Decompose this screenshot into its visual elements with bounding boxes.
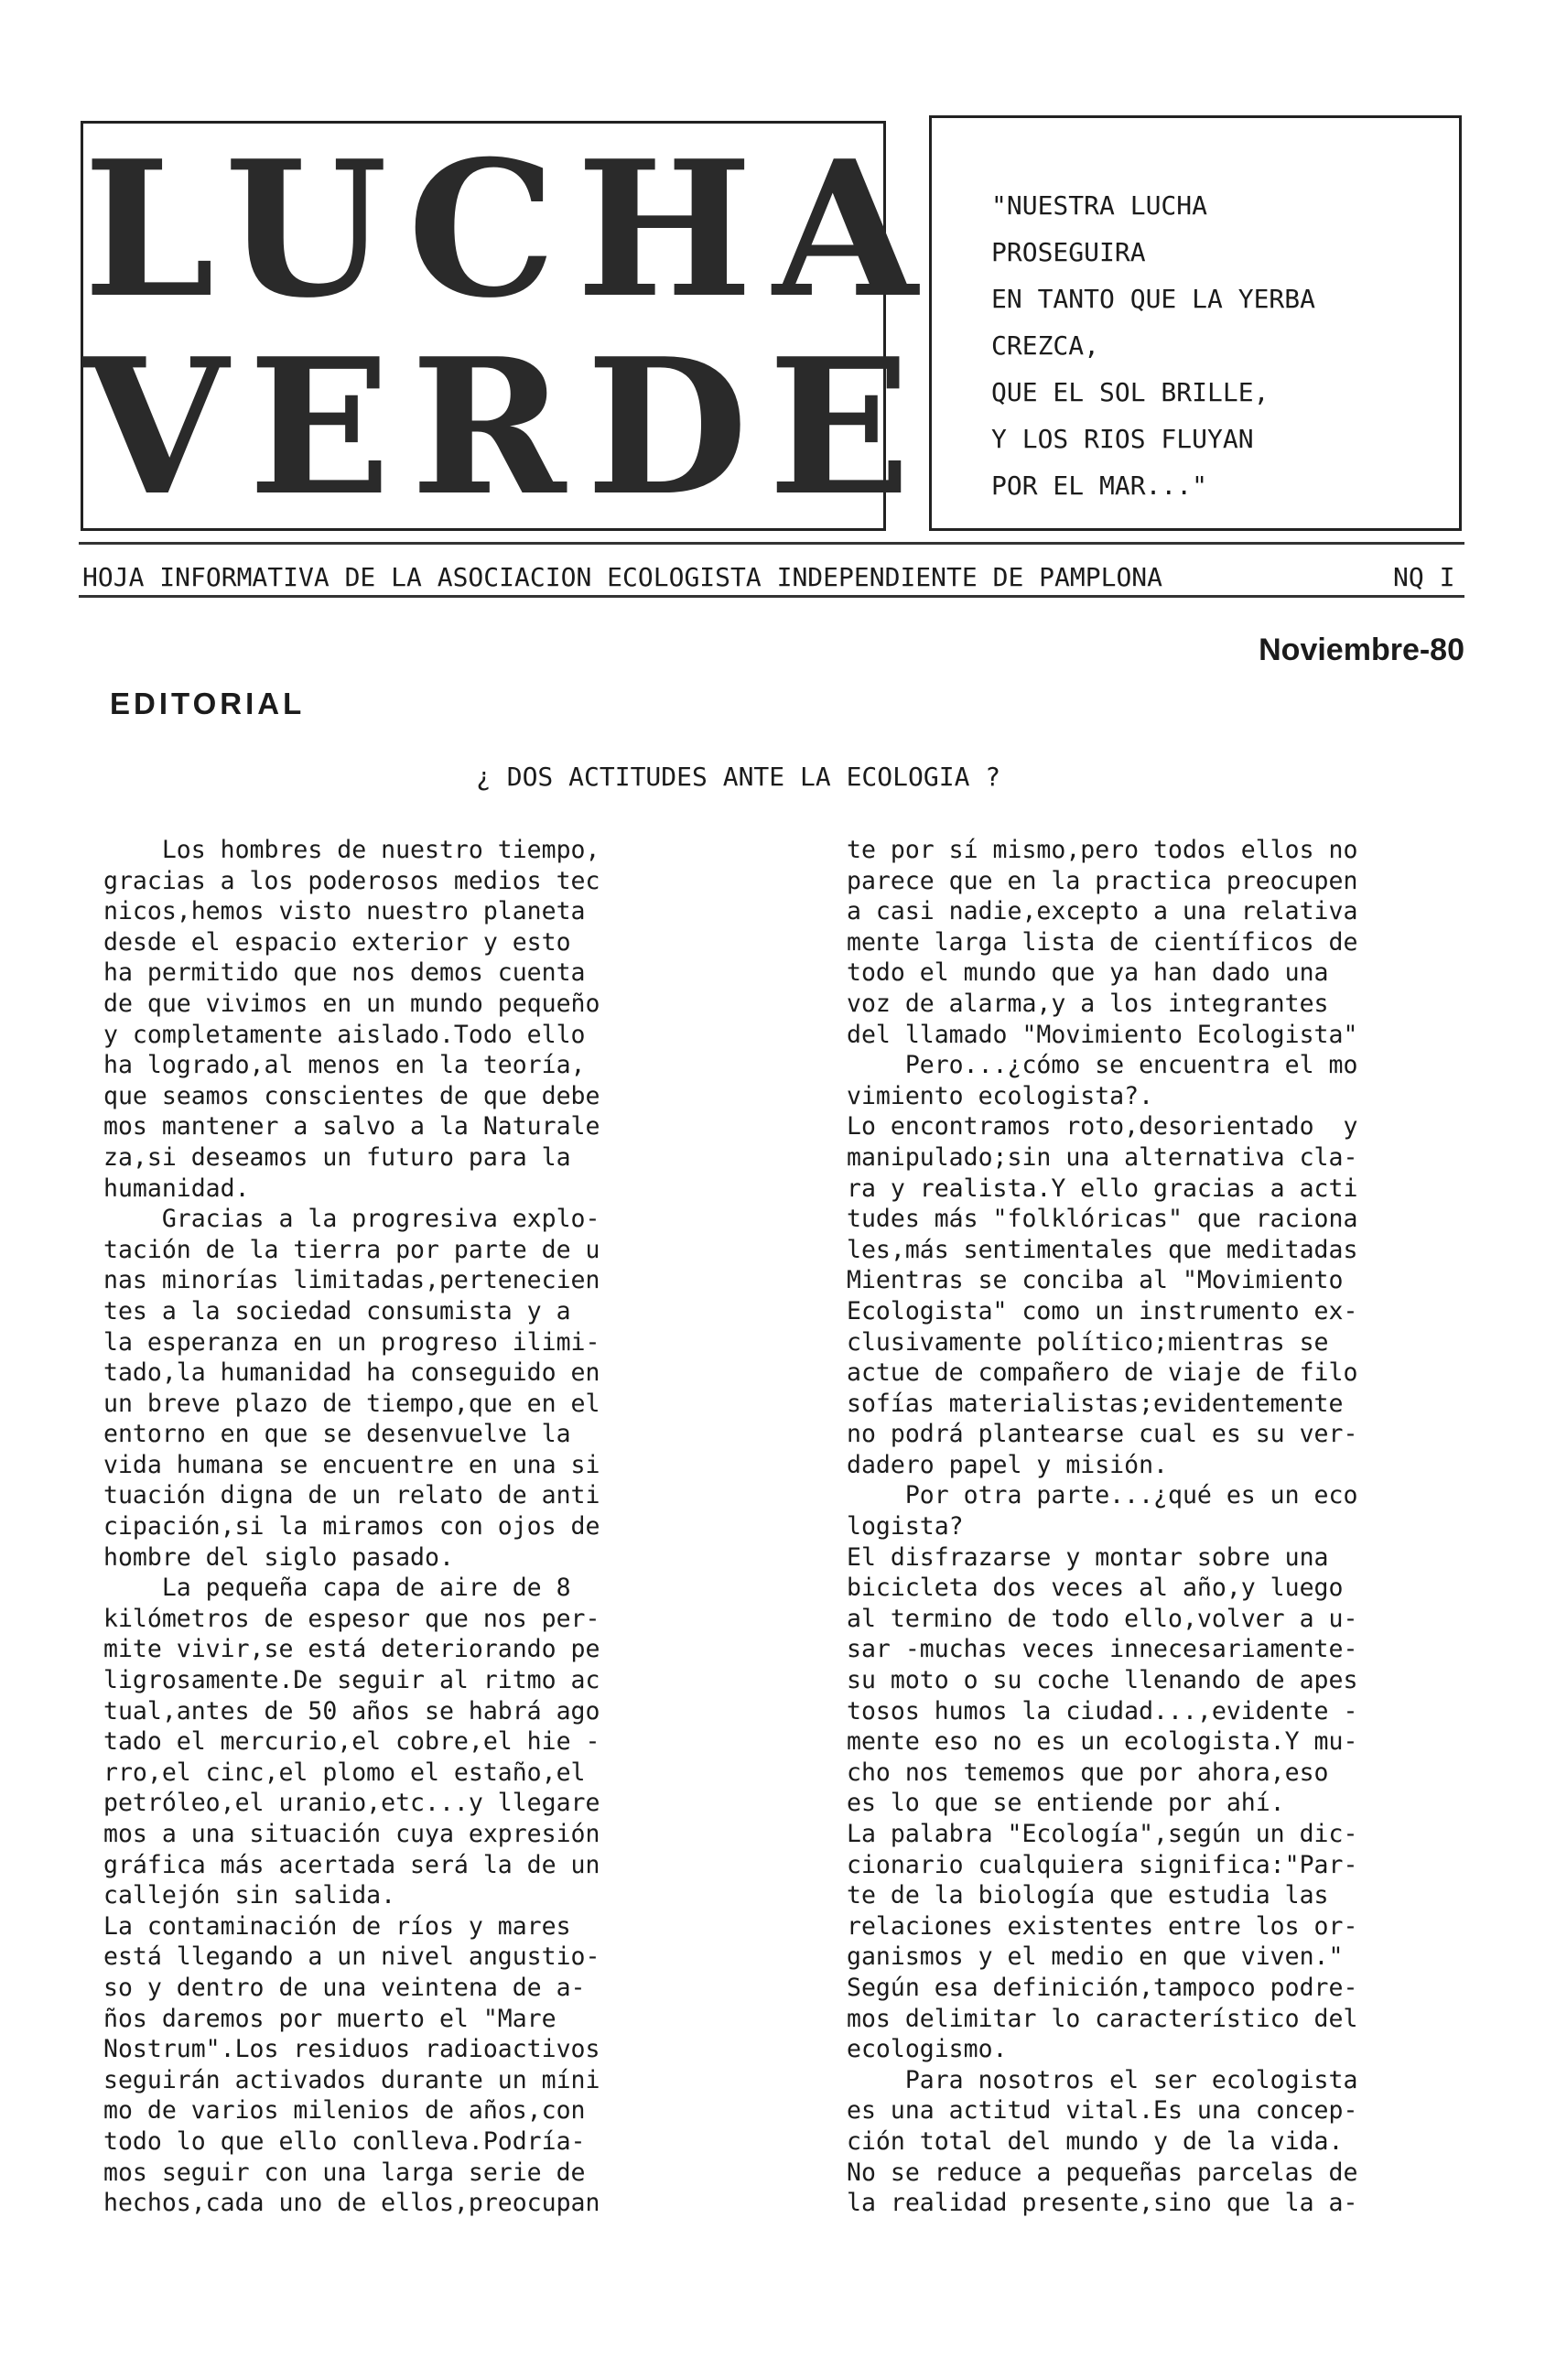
text-line: les,más sentimentales que meditadas	[847, 1235, 1358, 1264]
text-line: gracias a los poderosos medios tec	[103, 866, 600, 895]
text-line: su moto o su coche llenando de apes	[847, 1666, 1358, 1695]
text-line: callejón sin salida.	[103, 1881, 396, 1910]
text-line: hechos,cada uno de ellos,preocupan	[103, 2189, 600, 2218]
text-line: la esperanza en un progreso ilimi-	[103, 1327, 600, 1357]
text-line: vimiento ecologista?.	[847, 1081, 1154, 1110]
text-line: mos seguir con una larga serie de	[103, 2158, 586, 2187]
text-line: mente eso no es un ecologista.Y mu-	[847, 1727, 1358, 1757]
text-line: está llegando a un nivel angustio-	[103, 1942, 600, 1972]
text-line: La contaminación de ríos y mares	[103, 1911, 571, 1941]
masthead-title-line2: VERDE	[83, 318, 931, 537]
text-line: ganismos y el medio en que viven."	[847, 1942, 1344, 1972]
text-line: parece que en la practica preocupen	[847, 866, 1358, 895]
masthead-title-line1: LUCHA	[83, 120, 938, 340]
text-line: a casi nadie,excepto a una relativa	[847, 897, 1358, 926]
text-line: es lo que se entiende por ahí.	[847, 1789, 1285, 1818]
issue-date: Noviembre-80	[1259, 633, 1464, 667]
text-line: Ecologista" como un instrumento ex-	[847, 1296, 1358, 1325]
text-line: tes a la sociedad consumista y a	[103, 1296, 571, 1325]
text-line: Gracias a la progresiva explo-	[103, 1205, 600, 1234]
text-line: Lo encontramos roto,desorientado y	[847, 1112, 1358, 1141]
text-line: Mientras se conciba al "Movimiento	[847, 1266, 1344, 1295]
right-column	[847, 835, 1432, 2219]
text-line: cho nos tememos que por ahora,eso	[847, 1758, 1329, 1787]
text-line: tación de la tierra por parte de u	[103, 1235, 600, 1264]
text-line: nicos,hemos visto nuestro planeta	[103, 897, 586, 926]
text-line: entorno en que se desenvuelve la	[103, 1420, 571, 1449]
text-line: ecologismo.	[847, 2035, 1008, 2064]
text-line: al termino de todo ello,volver a u-	[847, 1604, 1358, 1633]
text-line: Según esa definición,tampoco podre-	[847, 1973, 1358, 2002]
motto-line: POR EL MAR..."	[991, 471, 1208, 501]
text-line: todo lo que ello conlleva.Podría-	[103, 2126, 586, 2156]
text-line: za,si deseamos un futuro para la	[103, 1142, 571, 1172]
text-line: Nostrum".Los residuos radioactivos	[103, 2035, 600, 2064]
text-line: sar -muchas veces innecesariamente-	[847, 1635, 1358, 1664]
motto-line: PROSEGUIRA	[991, 237, 1146, 267]
text-line: mo de varios milenios de años,con	[103, 2096, 586, 2126]
masthead-logo	[81, 120, 938, 537]
text-line: humanidad.	[103, 1174, 250, 1203]
text-line: sofías materialistas;evidentemente	[847, 1389, 1344, 1418]
text-line: gráfica más acertada será la de un	[103, 1850, 600, 1879]
text-line: mos a una situación cuya expresión	[103, 1820, 600, 1848]
header-rule-bottom	[79, 595, 1464, 598]
text-line: que seamos conscientes de que debe	[103, 1081, 600, 1110]
text-line: tado el mercurio,el cobre,el hie -	[103, 1727, 600, 1757]
text-line: La pequeña capa de aire de 8	[103, 1574, 571, 1603]
text-line: relaciones existentes entre los or-	[847, 1911, 1358, 1941]
text-line: kilómetros de espesor que nos per-	[103, 1604, 600, 1633]
text-line: Para nosotros el ser ecologista	[847, 2065, 1358, 2094]
motto-line: Y LOS RIOS FLUYAN	[991, 424, 1254, 454]
text-line: mos delimitar lo característico del	[847, 2004, 1358, 2033]
text-line: mite vivir,se está deteriorando pe	[103, 1635, 600, 1664]
text-line: ños daremos por muerto el "Mare	[103, 2004, 556, 2033]
text-line: La palabra "Ecología",según un dic-	[847, 1820, 1358, 1848]
text-line: Pero...¿cómo se encuentra el mo	[847, 1051, 1358, 1080]
text-line: ra y realista.Y ello gracias a acti	[847, 1174, 1358, 1203]
motto-line: CREZCA,	[991, 330, 1100, 361]
text-line: No se reduce a pequeñas parcelas de	[847, 2158, 1358, 2187]
header-rule-top	[79, 542, 1464, 545]
text-line: manipulado;sin una alternativa cla-	[847, 1142, 1358, 1172]
text-line: cionario cualquiera significa:"Par-	[847, 1850, 1358, 1879]
text-line: Los hombres de nuestro tiempo,	[103, 836, 600, 864]
text-line: es una actitud vital.Es una concep-	[847, 2096, 1358, 2126]
text-line: del llamado "Movimiento Ecologista"	[847, 1020, 1358, 1049]
text-line: te por sí mismo,pero todos ellos no	[847, 836, 1358, 864]
text-line: te de la biología que estudia las	[847, 1881, 1329, 1910]
text-line: tado,la humanidad ha conseguido en	[103, 1358, 600, 1388]
text-line: Por otra parte...¿qué es un eco	[847, 1481, 1358, 1510]
text-line: no podrá plantearse cual es su ver-	[847, 1420, 1358, 1449]
text-line: hombre del siglo pasado.	[103, 1542, 454, 1572]
text-line: ción total del mundo y de la vida.	[847, 2126, 1344, 2156]
motto-line: EN TANTO QUE LA YERBA	[991, 284, 1316, 314]
text-line: tudes más "folklóricas" que raciona	[847, 1205, 1358, 1234]
text-line: vida humana se encuentre en una si	[103, 1450, 600, 1479]
text-line: logista?	[847, 1512, 964, 1542]
text-line: ligrosamente.De seguir al ritmo ac	[103, 1666, 600, 1695]
motto-text	[991, 182, 1315, 509]
text-line: nas minorías limitadas,pertenecien	[103, 1266, 600, 1295]
text-line: so y dentro de una veintena de a-	[103, 1973, 586, 2002]
text-line: rro,el cinc,el plomo el estaño,el	[103, 1758, 586, 1787]
motto-line: "NUESTRA LUCHA	[991, 190, 1208, 221]
issue-number: NQ I	[1393, 562, 1455, 592]
text-line: actue de compañero de viaje de filo	[847, 1358, 1358, 1388]
text-line: un breve plazo de tiempo,que en el	[103, 1389, 600, 1418]
text-line: de que vivimos en un mundo pequeño	[103, 989, 600, 1018]
text-line: El disfrazarse y montar sobre una	[847, 1542, 1329, 1572]
text-line: mente larga lista de científicos de	[847, 927, 1358, 957]
text-line: todo el mundo que ya han dado una	[847, 958, 1329, 988]
publication-subtitle: HOJA INFORMATIVA DE LA ASOCIACION ECOLOGISTA INDEPENDIENTE DE PAMPLONA	[82, 562, 1163, 592]
text-line: cipación,si la miramos con ojos de	[103, 1512, 600, 1542]
left-column	[103, 835, 685, 2219]
text-line: la realidad presente,sino que la a-	[847, 2189, 1358, 2218]
text-line: mos mantener a salvo a la Naturale	[103, 1112, 600, 1141]
text-line: clusivamente político;mientras se	[847, 1327, 1329, 1357]
text-line: seguirán activados durante un míni	[103, 2065, 600, 2094]
motto-box	[929, 115, 1462, 531]
text-line: tuación digna de un relato de anti	[103, 1481, 600, 1510]
text-line: petróleo,el uranio,etc...y llegare	[103, 1789, 600, 1818]
motto-line: QUE EL SOL BRILLE,	[991, 377, 1270, 407]
text-line: bicicleta dos veces al año,y luego	[847, 1574, 1344, 1603]
text-line: ha permitido que nos demos cuenta	[103, 958, 586, 988]
text-line: desde el espacio exterior y esto	[103, 927, 571, 957]
text-line: tosos humos la ciudad...,evidente -	[847, 1696, 1358, 1726]
text-line: y completamente aislado.Todo ello	[103, 1020, 586, 1049]
article-title: ¿ DOS ACTITUDES ANTE LA ECOLOGIA ?	[476, 762, 1001, 792]
text-line: dadero papel y misión.	[847, 1450, 1168, 1479]
section-label: EDITORIAL	[110, 687, 306, 720]
text-line: tual,antes de 50 años se habrá ago	[103, 1696, 600, 1726]
text-line: voz de alarma,y a los integrantes	[847, 989, 1329, 1018]
text-line: ha logrado,al menos en la teoría,	[103, 1051, 586, 1080]
